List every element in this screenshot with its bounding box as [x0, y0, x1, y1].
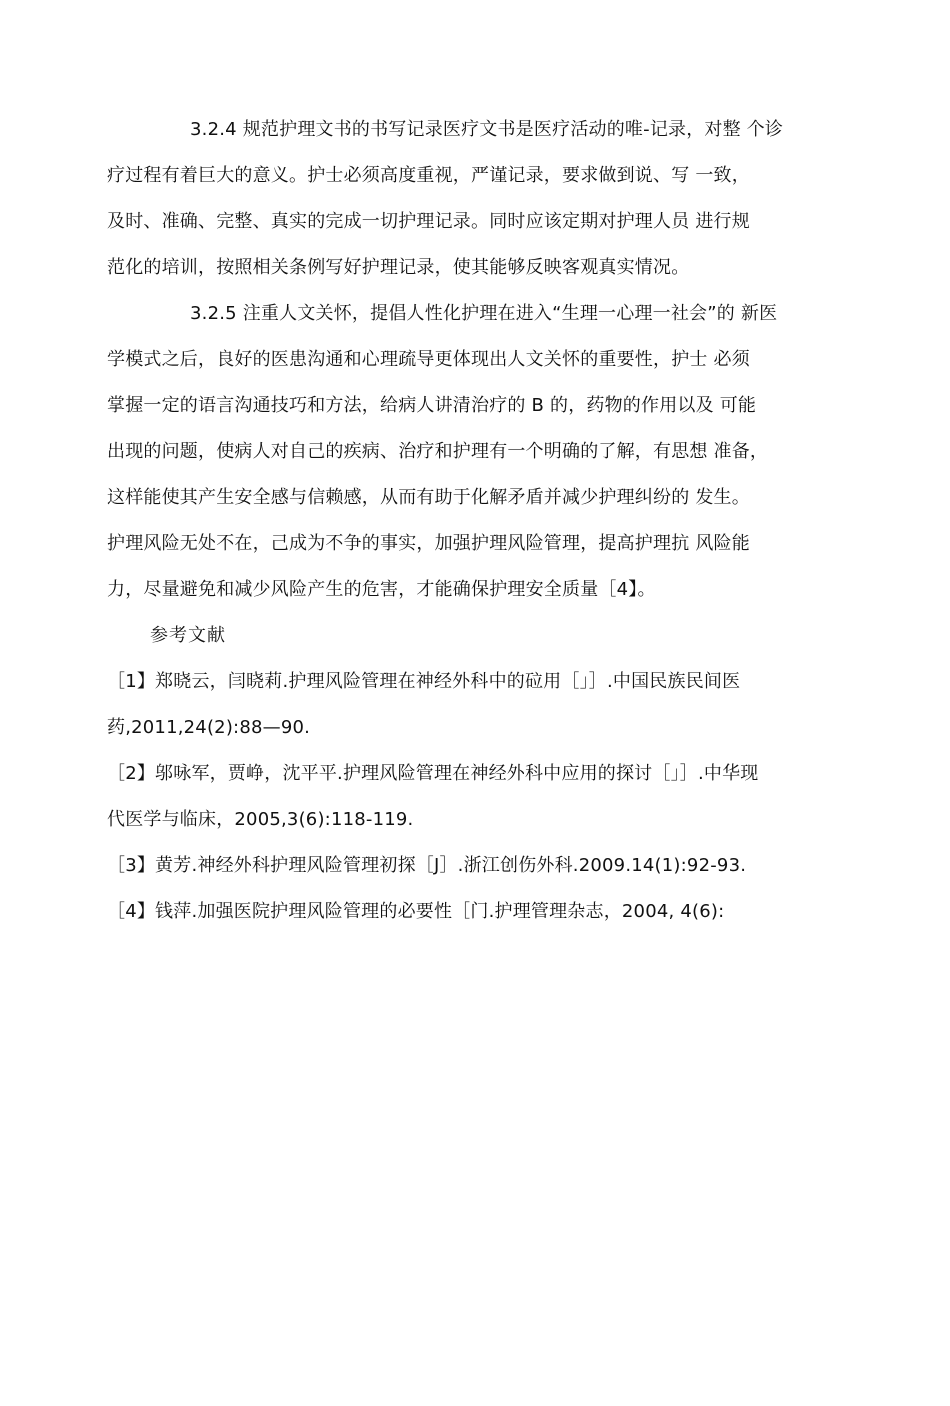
body-text-line: 掌握一定的语言沟通技巧和方法，给病人讲清治疗的 B 的，药物的作用以及 可能	[107, 395, 757, 416]
body-text-line: 及时、准确、完整、真实的完成一切护理记录。同时应该定期对护理人员 进行规	[107, 211, 750, 232]
references-heading: 参考文献	[150, 625, 226, 646]
reference-line: ［4】钱萍.加强医院护理风险管理的必要性［门.护理管理杂志，2004, 4(6):	[107, 901, 725, 922]
body-text-line: 3.2.4 规范护理文书的书写记录医疗文书是医疗活动的唯-记录，对整 个诊	[190, 119, 784, 140]
reference-line: ［2】邬咏军，贾峥，沈平平.护理风险管理在神经外科中应用的探讨［」］.中华现	[107, 763, 759, 784]
body-text-line: 3.2.5 注重人文关怀，提倡人性化护理在进入“生理一心理一社会”的 新医	[190, 303, 778, 324]
body-text-line: 力，尽量避免和减少风险产生的危害，才能确保护理安全质量［4】。	[107, 579, 656, 600]
body-text-line: 护理风险无处不在，己成为不争的事实，加强护理风险管理，提高护理抗 风险能	[107, 533, 750, 554]
body-text-line: 出现的问题，使病人对自己的疾病、治疗和护理有一个明确的了解，有思想 准备，	[107, 441, 769, 462]
reference-line: ［3】黄芳.神经外科护理风险管理初探［J］.浙江创伤外科.2009.14(1):92-93.	[107, 855, 747, 876]
body-text-line: 范化的培训，按照相关条例写好护理记录，使其能够反映客观真实情况。	[107, 257, 690, 278]
body-text-line: 学模式之后，良好的医患沟通和心理疏导更体现出人文关怀的重要性，护士 必须	[107, 349, 750, 370]
body-text-line: 疗过程有着巨大的意义。护士必须高度重视，严谨记录，要求做到说、写 一致，	[107, 165, 750, 186]
reference-line: ［1】郑晓云，闫晓莉.护理风险管理在神经外科中的砬用［」］.中国民族民间医	[107, 671, 741, 692]
body-text-line: 这样能使其产生安全感与信赖感，从而有助于化解矛盾并减少护理纠纷的 发生。	[107, 487, 750, 508]
reference-line: 药,2011,24(2):88—90.	[107, 717, 311, 738]
reference-line: 代医学与临床，2005,3(6):118-119.	[107, 809, 414, 830]
